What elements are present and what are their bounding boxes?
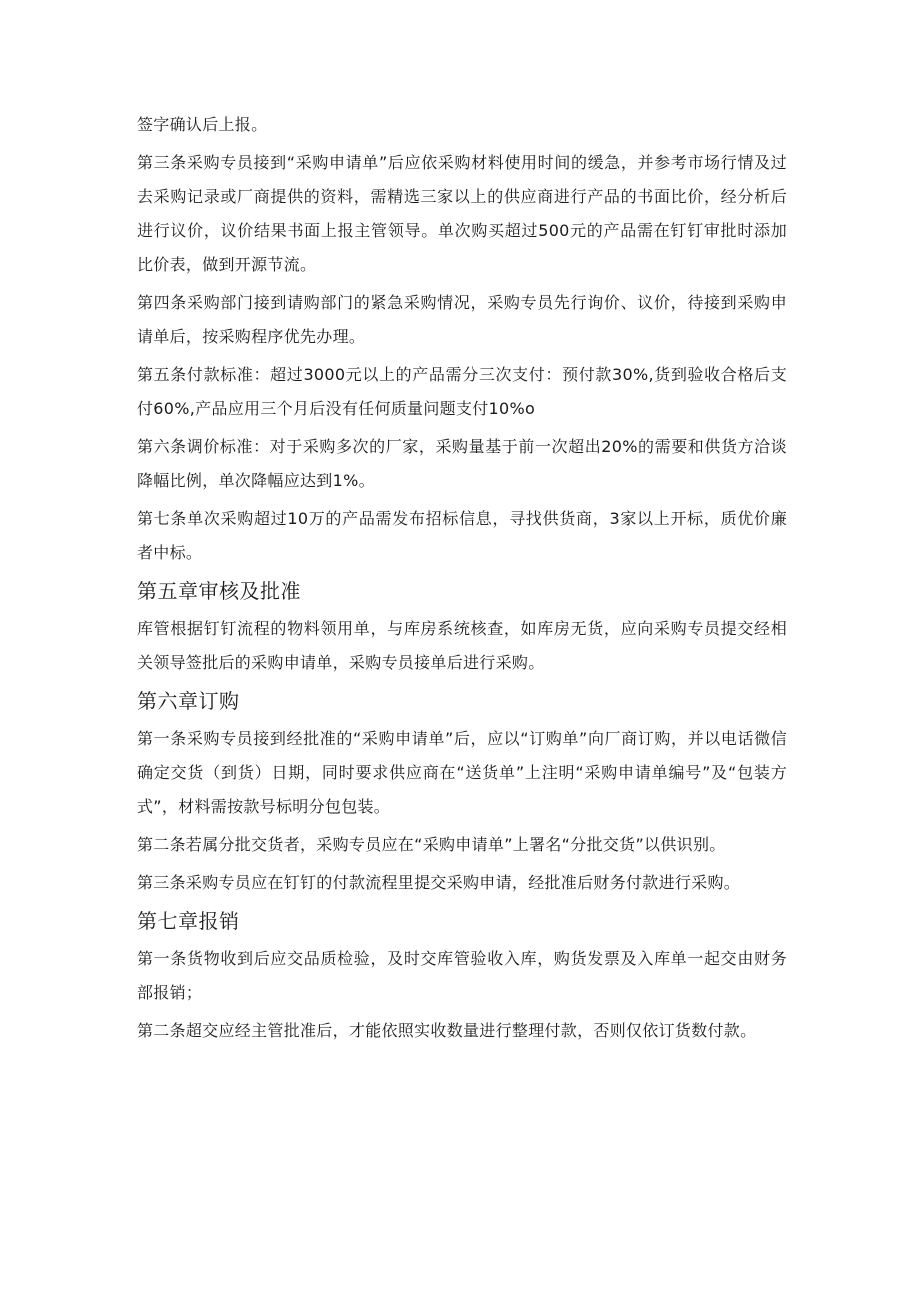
paragraph-chapter-6-article-3: 第三条采购专员应在钉钉的付款流程里提交采购申请，经批准后财务付款进行采购。	[137, 873, 741, 892]
paragraph-article-6: 第六条调价标准：对于采购多次的厂家，采购量基于前一次超出20%的需要和供货方洽谈降幅比例，单次降幅应达到1%。	[137, 437, 787, 490]
paragraph-chapter-7-article-2: 第二条超交应经主管批准后，才能依照实收数量进行整理付款，否则仅依订货数付款。	[137, 1021, 757, 1040]
chapter-7-heading: 第七章报销	[137, 909, 240, 933]
document-page	[137, 108, 787, 1048]
paragraph-article-5: 第五条付款标准：超过3000元以上的产品需分三次支付：预付款30%,货到验收合格后支付60%,产品应用三个月后没有任何质量问题支付10%o	[137, 365, 787, 418]
chapter-6-heading: 第六章订购	[137, 689, 240, 713]
paragraph-article-7: 第七条单次采购超过10万的产品需发布招标信息，寻找供货商，3家以上开标，质优价廉者中标。	[137, 509, 787, 562]
paragraph-continuation: 签字确认后上报。	[137, 115, 268, 134]
chapter-5-heading: 第五章审核及批准	[137, 579, 301, 603]
paragraph-article-4: 第四条采购部门接到请购部门的紧急采购情况，采购专员先行询价、议价，待接到采购申请单后，按采购程序优先办理。	[137, 293, 787, 346]
paragraph-chapter-6-article-2: 第二条若属分批交货者，采购专员应在“采购申请单”上署名“分批交货”以供识别。	[137, 835, 726, 854]
paragraph-chapter-7-article-1: 第一条货物收到后应交品质检验，及时交库管验收入库，购货发票及入库单一起交由财务部报销；	[137, 949, 787, 1002]
paragraph-chapter-5-body: 库管根据钉钉流程的物料领用单，与库房系统核查，如库房无货，应向采购专员提交经相关领导签批后的采购申请单，采购专员接单后进行采购。	[137, 619, 787, 672]
paragraph-article-3: 第三条采购专员接到“采购申请单”后应依采购材料使用时间的缓急，并参考市场行情及过去采购记录或厂商提供的资料，需精选三家以上的供应商进行产品的书面比价，经分析后进行议价，议价结果书面上报主管领导。单次购买超过500元的产品需在钉钉审批时添加比价表，做到开源节流。	[137, 153, 787, 274]
paragraph-chapter-6-article-1: 第一条采购专员接到经批准的“采购申请单”后，应以“订购单”向厂商订购，并以电话微信确定交货（到货）日期，同时要求供应商在“送货单”上注明“采购申请单编号”及“包装方式”，材料需按款号标明分包包装。	[137, 729, 787, 816]
